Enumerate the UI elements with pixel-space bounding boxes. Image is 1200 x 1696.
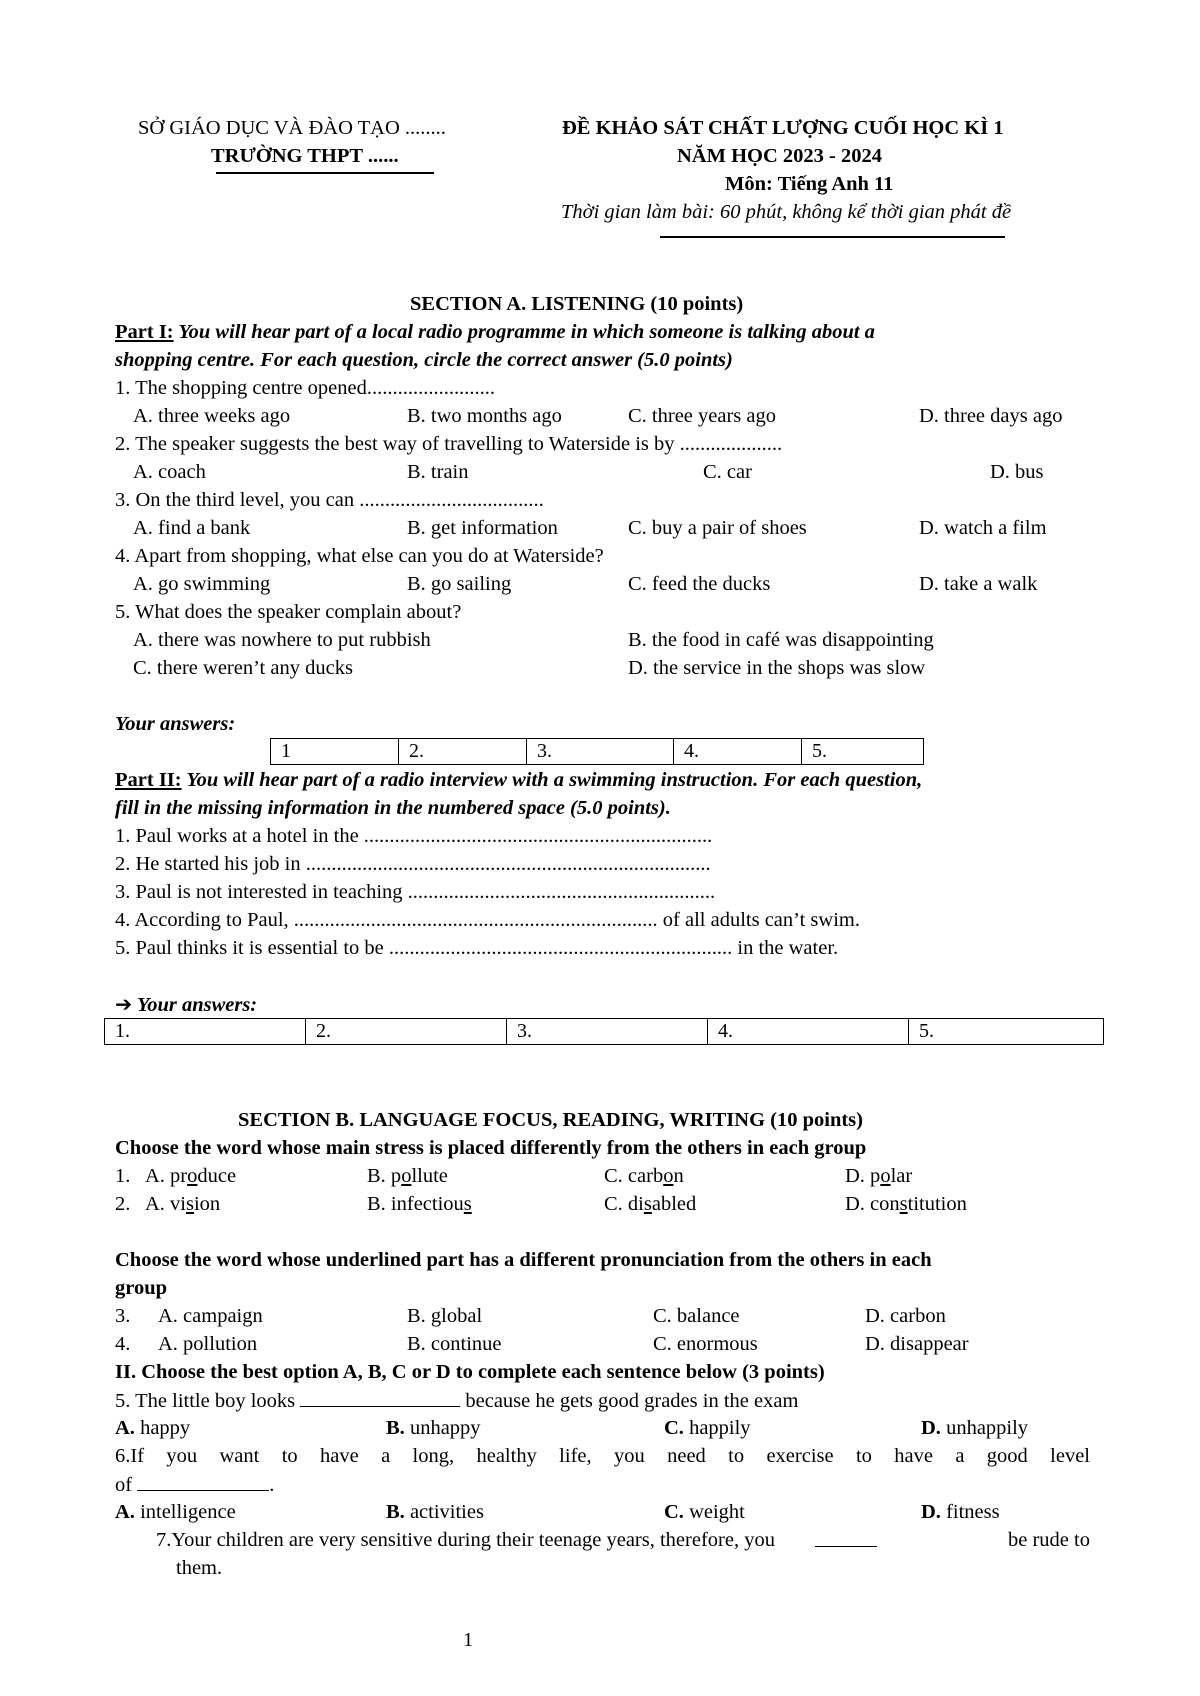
stress-q1-number: 1. bbox=[115, 1165, 131, 1187]
q2-option-a: A. coach bbox=[133, 461, 206, 483]
pron-q4-option-c: C. enormous bbox=[653, 1333, 758, 1355]
section-b-title: SECTION B. LANGUAGE FOCUS, READING, WRITING (10 points) bbox=[238, 1109, 863, 1131]
q4-option-b: B. go sailing bbox=[407, 573, 512, 595]
q4-option-d: D. take a walk bbox=[919, 573, 1038, 595]
q2-stem: 2. The speaker suggests the best way of travelling to Waterside is by .................... bbox=[115, 433, 783, 455]
part1-answers-label: Your answers: bbox=[115, 713, 236, 735]
part1-label: Part I: bbox=[115, 321, 174, 343]
pron-q4-number: 4. bbox=[115, 1333, 131, 1355]
mc-q5-stem: 5. The little boy looks because he gets good grades in the exam bbox=[115, 1386, 798, 1415]
q3-option-d: D. watch a film bbox=[919, 517, 1047, 539]
pron-q3-option-d: D. carbon bbox=[865, 1305, 946, 1327]
mc-q6-option-b: B. activities bbox=[386, 1501, 484, 1523]
mc-q6-option-d: D. fitness bbox=[921, 1501, 1000, 1523]
department-name: SỞ GIÁO DỤC VÀ ĐÀO TẠO ........ bbox=[138, 117, 446, 139]
q3-stem: 3. On the third level, you can .................................... bbox=[115, 489, 544, 511]
pron-q3-option-c: C. balance bbox=[653, 1305, 740, 1327]
q3-option-c: C. buy a pair of shoes bbox=[628, 517, 807, 539]
mc-q5-option-a: A. happy bbox=[115, 1417, 191, 1439]
answer-cell[interactable]: 2. bbox=[306, 1019, 507, 1045]
pron-q4-option-a: A. pollution bbox=[158, 1333, 258, 1355]
stress-q1-option-c: C. carbon bbox=[604, 1165, 684, 1187]
mc-q6-option-c: C. weight bbox=[664, 1501, 745, 1523]
q1-option-b: B. two months ago bbox=[407, 405, 562, 427]
subject: Môn: Tiếng Anh 11 bbox=[725, 173, 894, 195]
part1-answer-table bbox=[270, 738, 924, 765]
time-allowed: Thời gian làm bài: 60 phút, không kể thời gian phát đề bbox=[561, 201, 1012, 223]
pron-q3-option-a: A. campaign bbox=[158, 1305, 263, 1327]
page-number: 1 bbox=[463, 1629, 474, 1651]
answer-cell[interactable]: 2. bbox=[399, 739, 527, 765]
stress-q2-option-c: C. disabled bbox=[604, 1193, 697, 1215]
q2-option-d: D. bus bbox=[990, 461, 1044, 483]
mc-q5-option-d: D. unhappily bbox=[921, 1417, 1029, 1439]
q5-option-d: D. the service in the shops was slow bbox=[628, 657, 926, 679]
q1-option-a: A. three weeks ago bbox=[133, 405, 291, 427]
gap-fill-5: 5. Paul thinks it is essential to be ................................................................... in the water. bbox=[115, 937, 839, 959]
pronunciation-instruction-line1: Choose the word whose underlined part has a different pronunciation from the others in each bbox=[115, 1249, 932, 1271]
answer-blank[interactable] bbox=[137, 1470, 269, 1491]
stress-instruction: Choose the word whose main stress is placed differently from the others in each group bbox=[115, 1137, 867, 1159]
part1-instruction-line2: shopping centre. For each question, circle the correct answer (5.0 points) bbox=[115, 349, 733, 371]
exam-title: ĐỀ KHẢO SÁT CHẤT LƯỢNG CUỐI HỌC KÌ 1 bbox=[562, 117, 1004, 139]
school-underline bbox=[216, 172, 434, 174]
answer-cell[interactable]: 4. bbox=[708, 1019, 909, 1045]
answer-cell[interactable]: 5. bbox=[909, 1019, 1104, 1045]
mc-q7-stem-line1: 7.Your children are very sensitive during their teenage years, therefore, you be rude to bbox=[156, 1526, 1090, 1554]
stress-q1-option-d: D. polar bbox=[845, 1165, 913, 1187]
part1-instruction-line1 bbox=[115, 318, 1090, 346]
answer-blank[interactable] bbox=[815, 1526, 877, 1547]
mc-q6-stem-line2: of . bbox=[115, 1470, 274, 1499]
q1-option-d: D. three days ago bbox=[919, 405, 1063, 427]
part2-answer-table bbox=[104, 1018, 1104, 1045]
q4-option-a: A. go swimming bbox=[133, 573, 271, 595]
q3-option-b: B. get information bbox=[407, 517, 558, 539]
part2-answers-text: Your answers: bbox=[132, 994, 258, 1016]
answer-blank[interactable] bbox=[300, 1386, 460, 1407]
q3-option-a: A. find a bank bbox=[133, 517, 251, 539]
part1-instruction-text: You will hear part of a local radio programme in which someone is talking about a bbox=[173, 321, 875, 343]
section-a-title: SECTION A. LISTENING (10 points) bbox=[410, 293, 744, 315]
q4-option-c: C. feed the ducks bbox=[628, 573, 771, 595]
answer-cell[interactable]: 1. bbox=[105, 1019, 306, 1045]
mc-q5-option-c: C. happily bbox=[664, 1417, 751, 1439]
part2-instruction-line1 bbox=[115, 766, 922, 794]
pronunciation-instruction-line2: group bbox=[115, 1277, 168, 1299]
stress-q2-number: 2. bbox=[115, 1193, 131, 1215]
q5-option-b: B. the food in café was disappointing bbox=[628, 629, 934, 651]
pron-q3-option-b: B. global bbox=[407, 1305, 483, 1327]
q2-option-c: C. car bbox=[703, 461, 752, 483]
part2-answers-label bbox=[115, 990, 257, 1019]
q4-stem: 4. Apart from shopping, what else can you do at Waterside? bbox=[115, 545, 604, 567]
mc-q6-stem-line1: 6.If you want to have a long, healthy life, you need to exercise to have a good level bbox=[115, 1445, 1090, 1467]
answer-cell[interactable]: 5. bbox=[802, 739, 924, 765]
stress-q1-option-a: A. produce bbox=[145, 1165, 237, 1187]
part2-title: II. Choose the best option A, B, C or D to complete each sentence below (3 points) bbox=[115, 1361, 825, 1383]
pron-q4-option-b: B. continue bbox=[407, 1333, 502, 1355]
mc-q5-option-b: B. unhappy bbox=[386, 1417, 481, 1439]
gap-fill-4: 4. According to Paul, ....................................................................... of all adults can’t swim. bbox=[115, 909, 860, 931]
mc-q6-option-a: A. intelligence bbox=[115, 1501, 236, 1523]
pron-q3-number: 3. bbox=[115, 1305, 131, 1327]
q2-option-b: B. train bbox=[407, 461, 469, 483]
q1-option-c: C. three years ago bbox=[628, 405, 776, 427]
q5-stem: 5. What does the speaker complain about? bbox=[115, 601, 462, 623]
part2-instruction-line2: fill in the missing information in the numbered space (5.0 points). bbox=[115, 797, 671, 819]
answer-cell[interactable]: 3. bbox=[507, 1019, 708, 1045]
q1-stem: 1. The shopping centre opened......................... bbox=[115, 377, 495, 399]
q5-option-c: C. there weren’t any ducks bbox=[133, 657, 353, 679]
gap-fill-2: 2. He started his job in ............................................................................... bbox=[115, 853, 711, 875]
stress-q1-option-b: B. pollute bbox=[367, 1165, 448, 1187]
part2-label: Part II: bbox=[115, 769, 182, 791]
stress-q2-option-b: B. infectious bbox=[367, 1193, 472, 1215]
header-underline bbox=[660, 236, 1005, 238]
mc-q7-stem-line2: them. bbox=[176, 1557, 223, 1579]
answer-cell[interactable]: 3. bbox=[527, 739, 674, 765]
pron-q4-option-d: D. disappear bbox=[865, 1333, 969, 1355]
part2-instruction-text: You will hear part of a radio interview with a swimming instruction. For each question, bbox=[181, 769, 923, 791]
school-name: TRƯỜNG THPT ...... bbox=[211, 145, 399, 167]
gap-fill-1: 1. Paul works at a hotel in the .................................................................... bbox=[115, 825, 713, 847]
stress-q2-option-a: A. vision bbox=[145, 1193, 221, 1215]
school-year: NĂM HỌC 2023 - 2024 bbox=[677, 145, 882, 167]
answer-cell[interactable]: 4. bbox=[674, 739, 802, 765]
q5-option-a: A. there was nowhere to put rubbish bbox=[133, 629, 431, 651]
gap-fill-3: 3. Paul is not interested in teaching ............................................................ bbox=[115, 881, 716, 903]
answer-cell[interactable]: 1 bbox=[271, 739, 399, 765]
stress-q2-option-d: D. constitution bbox=[845, 1193, 967, 1215]
arrow-icon: ➔ bbox=[115, 992, 133, 1016]
